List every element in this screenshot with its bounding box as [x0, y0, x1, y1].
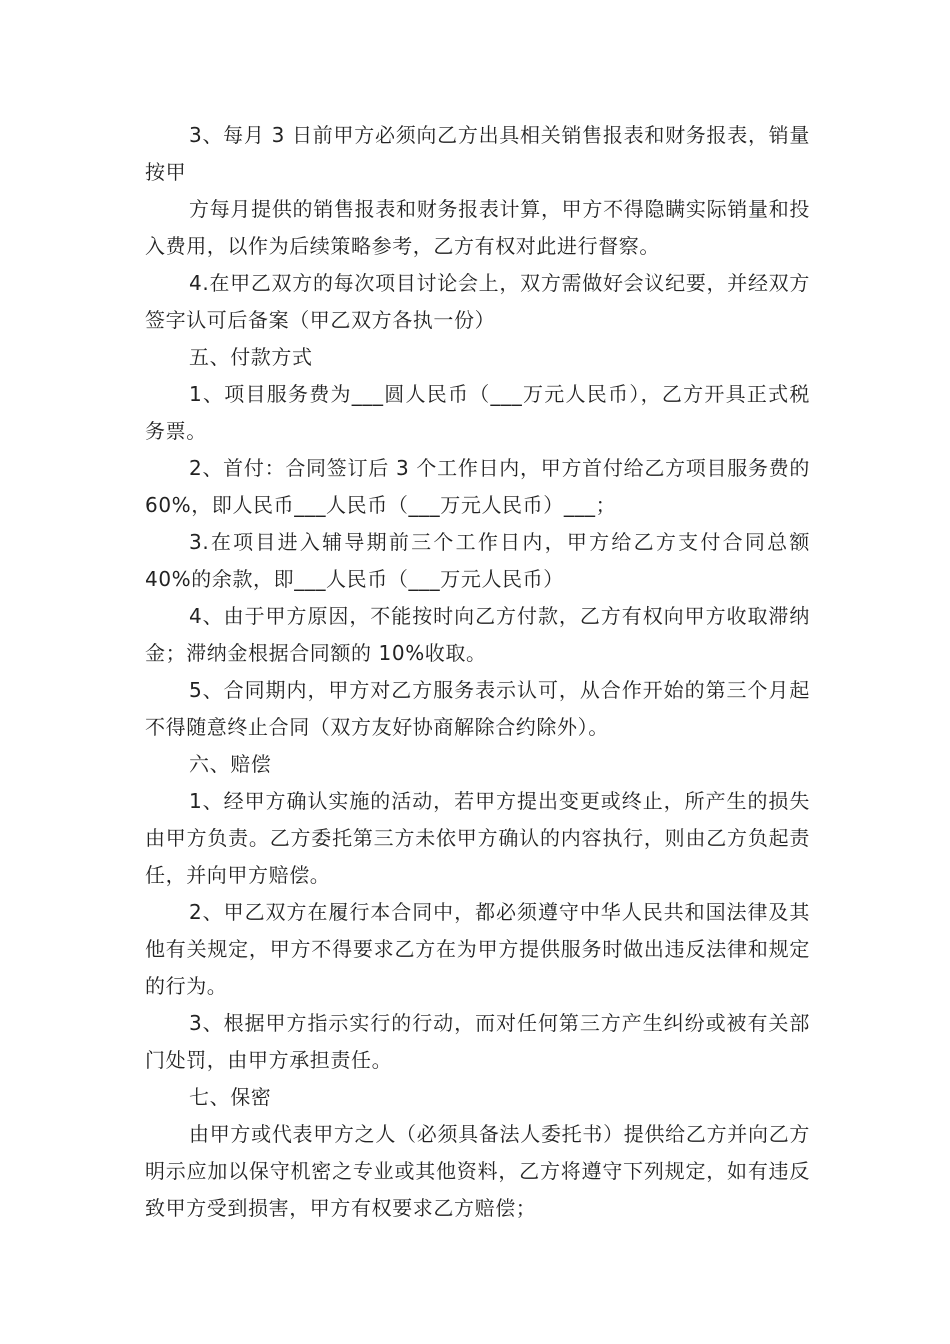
paragraph-payment-1: 1、项目服务费为___圆人民币（___万元人民币），乙方开具正式税务票。	[145, 382, 810, 443]
paragraph-confidentiality-intro: 由甲方或代表甲方之人（必须具备法人委托书）提供给乙方并向乙方明示应加以保守机密之专业或其他资料，乙方将遵守下列规定，如有违反致甲方受到损害，甲方有权要求乙方赔偿；	[145, 1122, 810, 1220]
paragraph-payment-3: 3.在项目进入辅导期前三个工作日内，甲方给乙方支付合同总额 40%的余款，即___人民币（___万元人民币）	[145, 530, 810, 591]
paragraph-clause-4-meetings: 4.在甲乙双方的每次项目讨论会上，双方需做好会议纪要，并经双方签字认可后备案（甲乙双方各执一份）	[145, 271, 810, 332]
paragraph-payment-4: 4、由于甲方原因，不能按时向乙方付款，乙方有权向甲方收取滞纳金；滞纳金根据合同额的 10%收取。	[145, 604, 810, 665]
section-heading-compensation: 六、赔偿	[189, 752, 272, 776]
paragraph-clause-3-continued: 方每月提供的销售报表和财务报表计算，甲方不得隐瞒实际销量和投入费用，以作为后续策略参考，乙方有权对此进行督察。	[145, 197, 810, 258]
section-heading-payment: 五、付款方式	[189, 345, 313, 369]
paragraph-payment-2: 2、首付：合同签订后 3 个工作日内，甲方首付给乙方项目服务费的 60%，即人民币___人民币（___万元人民币）___；	[145, 456, 810, 517]
paragraph-compensation-2: 2、甲乙双方在履行本合同中，都必须遵守中华人民共和国法律及其他有关规定，甲方不得要求乙方在为甲方提供服务时做出违反法律和规定的行为。	[145, 900, 810, 998]
paragraph-payment-5: 5、合同期内，甲方对乙方服务表示认可，从合作开始的第三个月起不得随意终止合同（双方友好协商解除合约除外）。	[145, 678, 810, 739]
section-heading-confidentiality: 七、保密	[189, 1085, 272, 1109]
document-body	[145, 117, 810, 1227]
paragraph-compensation-1: 1、经甲方确认实施的活动，若甲方提出变更或终止，所产生的损失由甲方负责。乙方委托第三方未依甲方确认的内容执行，则由乙方负起责任，并向甲方赔偿。	[145, 789, 810, 887]
paragraph-clause-3-reports: 3、每月 3 日前甲方必须向乙方出具相关销售报表和财务报表，销量按甲	[145, 123, 810, 184]
paragraph-compensation-3: 3、根据甲方指示实行的行动，而对任何第三方产生纠纷或被有关部门处罚，由甲方承担责任。	[145, 1011, 810, 1072]
